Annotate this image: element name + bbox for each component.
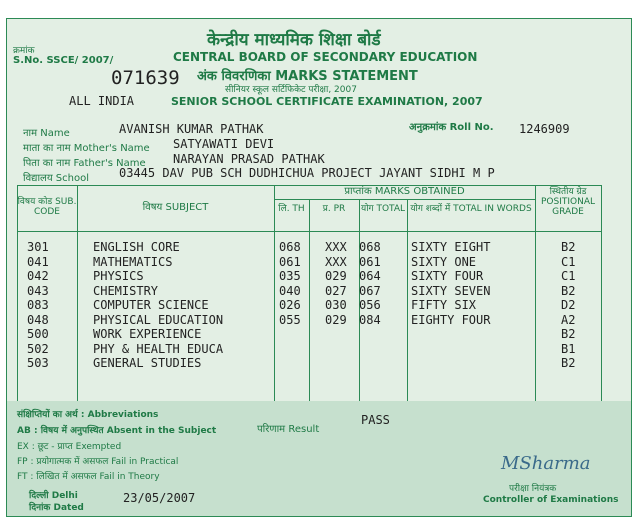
total-in-words: SIXTY FOUR (411, 269, 484, 283)
header-pr: प्र. PR (322, 204, 346, 214)
school-name: 03445 DAV PUB SCH DUDHICHUA PROJECT JAYANT SIDHI M P (119, 166, 495, 180)
total-marks: 064 (359, 269, 381, 283)
positional-grade: B2 (561, 327, 576, 341)
positional-grade: B1 (561, 341, 576, 356)
controller-title: Controller of Examinations (483, 495, 619, 505)
positional-grade: A2 (561, 312, 576, 327)
subject-name: PHY & HEALTH EDUCA (93, 341, 224, 356)
header-total: योग TOTAL (360, 204, 406, 214)
sub-code: 083 (27, 298, 49, 312)
header-subject: विषय SUBJECT (142, 202, 209, 213)
name-label: नाम Name (23, 128, 70, 139)
mother-label: माता का नाम Mother's Name (23, 143, 150, 154)
sub-code: 301 (27, 240, 49, 254)
abbr-absent: AB : विषय में अनुपस्थित Absent in the Subject (17, 426, 217, 436)
sub-code: 502 (27, 341, 49, 356)
serial-number: 071639 (111, 67, 180, 89)
table-right-border (601, 185, 602, 401)
table-top-border (17, 185, 601, 186)
total-marks: 056 (359, 298, 381, 312)
total-marks: 068 (359, 240, 381, 254)
region: ALL INDIA (69, 94, 135, 108)
subject-name: GENERAL STUDIES (93, 356, 202, 370)
signature: MSharma (501, 453, 591, 474)
theory-marks: 040 (279, 283, 301, 298)
roll-label: अनुक्रमांक Roll No. (409, 122, 494, 133)
mother-name: SATYAWATI DEVI (173, 137, 275, 151)
sub-code: 500 (27, 327, 49, 341)
sub-code: 041 (27, 254, 49, 269)
col-divider (77, 185, 78, 401)
positional-grade: C1 (561, 254, 576, 269)
footer-panel (7, 401, 632, 517)
board-name-hindi: केन्द्रीय माध्यमिक शिक्षा बोर्ड (207, 30, 381, 50)
header-sub-code: विषय कोड SUB. CODE (17, 197, 77, 217)
exam-name: SENIOR SCHOOL CERTIFICATE EXAMINATION, 2007 (171, 95, 483, 108)
dated-label: दिनांक Dated (29, 503, 84, 513)
subject-name: WORK EXPERIENCE (93, 327, 202, 341)
positional-grade: D2 (561, 298, 576, 312)
total-in-words: SIXTY SEVEN (411, 283, 491, 298)
col-divider (309, 199, 310, 401)
sub-code: 503 (27, 356, 49, 370)
practical-marks: 029 (325, 269, 347, 283)
serial-label: S.No. SSCE/ 2007/ (13, 55, 114, 66)
practical-marks: XXX (325, 240, 347, 254)
marks-statement (6, 18, 632, 517)
abbreviations-title: संक्षिप्तियों का अर्थ : Abbreviations (17, 410, 159, 420)
total-marks: 084 (359, 312, 381, 327)
subject-name: PHYSICAL EDUCATION (93, 312, 224, 327)
school-label: विद्यालय School (23, 173, 89, 184)
positional-grade: B2 (561, 356, 576, 370)
theory-marks: 035 (279, 269, 301, 283)
theory-marks: 026 (279, 298, 301, 312)
result-label: परिणाम Result (257, 424, 320, 435)
theory-marks: 061 (279, 254, 301, 269)
student-name: AVANISH KUMAR PATHAK (119, 122, 264, 136)
roll-number: 1246909 (519, 122, 570, 136)
header-th: लि. TH (278, 204, 305, 214)
subject-name: COMPUTER SCIENCE (93, 298, 209, 312)
practical-marks: 030 (325, 298, 347, 312)
sub-code: 048 (27, 312, 49, 327)
total-in-words: EIGHTY FOUR (411, 312, 491, 327)
total-in-words: SIXTY ONE (411, 254, 477, 269)
delhi-label: दिल्ली Delhi (29, 491, 78, 501)
sub-code: 042 (27, 269, 49, 283)
controller-hindi: परीक्षा नियंत्रक (509, 484, 557, 494)
positional-grade: C1 (561, 269, 576, 283)
practical-marks: 029 (325, 312, 347, 327)
abbr-fail-theory: FT : लिखित में असफल Fail in Theory (17, 472, 160, 482)
header-grade: स्थितीय ग्रेड POSITIONAL GRADE (540, 187, 596, 217)
marks-header-divider (274, 199, 535, 200)
sub-code: 043 (27, 283, 49, 298)
col-divider (274, 185, 275, 401)
total-in-words: SIXTY EIGHT (411, 240, 491, 254)
exam-name-hindi: सीनियर स्कूल सर्टिफिकेट परीक्षा, 2007 (225, 85, 357, 95)
subject-name: PHYSICS (93, 269, 144, 283)
abbr-fail-practical: FP : प्रयोगात्मक में असफल Fail in Practical (17, 457, 179, 467)
theory-marks: 068 (279, 240, 301, 254)
total-in-words: FIFTY SIX (411, 298, 477, 312)
board-name: CENTRAL BOARD OF SECONDARY EDUCATION (173, 50, 478, 64)
header-marks-obtained: प्राप्तांक MARKS OBTAINED (344, 186, 465, 197)
table-left-border (17, 185, 18, 401)
marks-statement-title: अंक विवरणिका MARKS STATEMENT (197, 69, 418, 84)
issue-date: 23/05/2007 (123, 491, 196, 505)
practical-marks: 027 (325, 283, 347, 298)
theory-marks: 055 (279, 312, 301, 327)
col-divider (407, 199, 408, 401)
header-total-words: योग शब्दों में TOTAL IN WORDS (410, 204, 532, 214)
total-marks: 067 (359, 283, 381, 298)
subject-name: CHEMISTRY (93, 283, 159, 298)
subject-name: ENGLISH CORE (93, 240, 180, 254)
positional-grade: B2 (561, 283, 576, 298)
father-name: NARAYAN PRASAD PATHAK (173, 152, 325, 166)
total-marks: 061 (359, 254, 381, 269)
subject-name: MATHEMATICS (93, 254, 173, 269)
result-value: PASS (361, 413, 390, 427)
positional-grade: B2 (561, 240, 576, 254)
practical-marks: XXX (325, 254, 347, 269)
father-label: पिता का नाम Father's Name (23, 158, 146, 169)
col-divider (535, 185, 536, 401)
abbr-exempted: EX : छूट - प्राप्त Exempted (17, 442, 122, 452)
serial-label-hi: क्रमांक (13, 46, 35, 56)
